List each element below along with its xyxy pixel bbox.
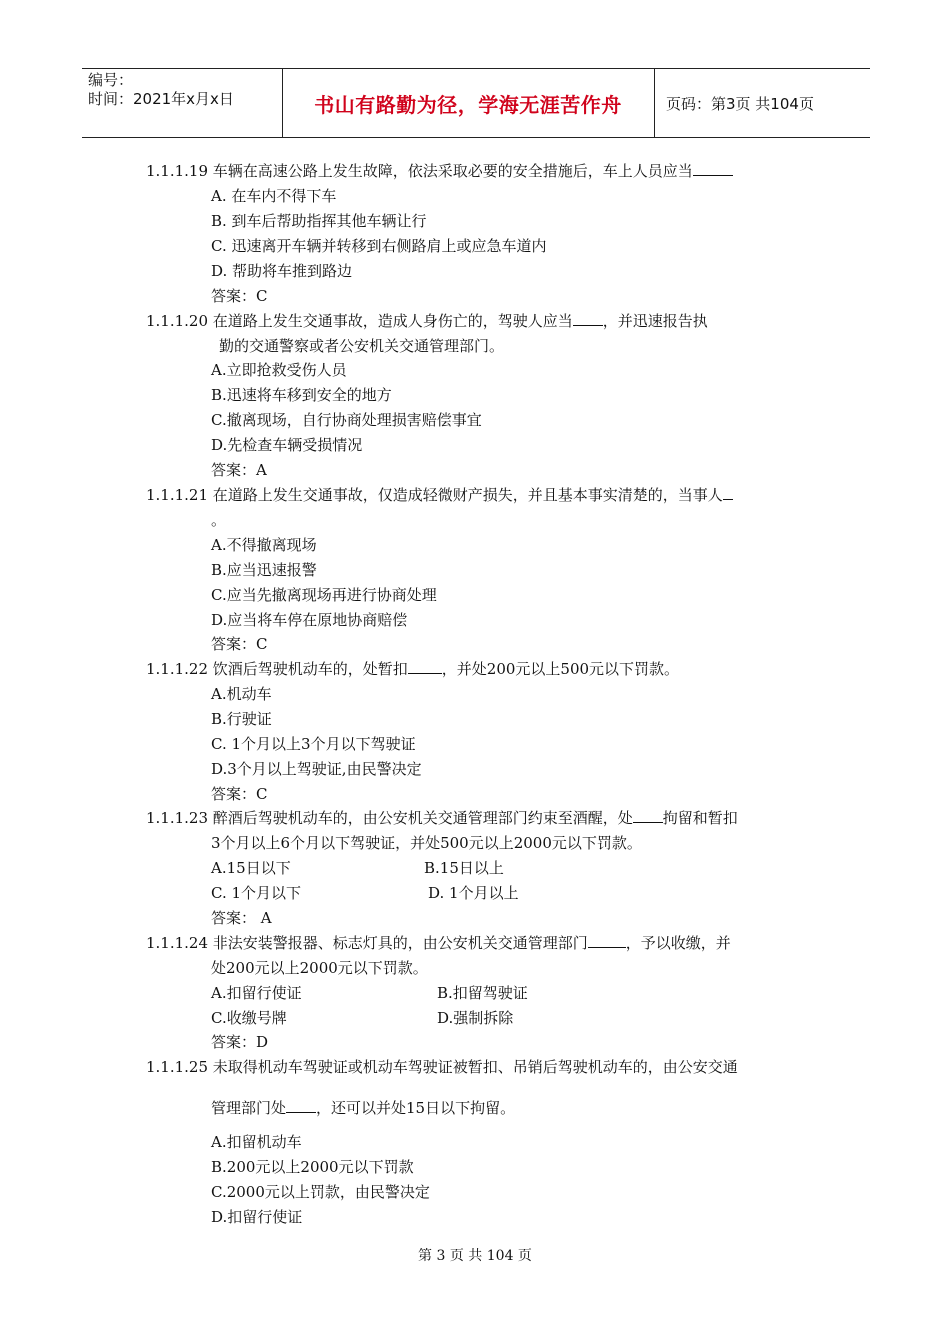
- option-b: B.15日以上: [424, 859, 504, 877]
- question-text: ，还可以并处15日以下拘留。: [316, 1099, 516, 1117]
- option-a: A.机动车: [211, 685, 272, 703]
- option-d: D. 1个月以上: [428, 884, 519, 902]
- question-text: 1.1.1.20 在道路上发生交通事故，造成人身伤亡的，驾驶人应当: [146, 312, 573, 330]
- question-text: 管理部门处: [211, 1099, 287, 1117]
- question-text: 1.1.1.24 非法安装警报器、标志灯具的，由公安机关交通管理部门: [146, 934, 588, 952]
- question-text: 拘留和暂扣: [662, 809, 738, 827]
- answer-label: 答案：C: [211, 785, 268, 803]
- option-c: C.2000元以上罚款，由民警决定: [211, 1183, 430, 1201]
- option-b: B. 到车后帮助指挥其他车辆让行: [211, 212, 427, 230]
- question-text: 1.1.1.23 醉酒后驾驶机动车的，由公安机关交通管理部门约束至酒醒，处: [146, 809, 633, 827]
- option-c: C. 1个月以上3个月以下驾驶证: [211, 735, 416, 753]
- document-header: [82, 68, 870, 138]
- question-23-continuation: 3个月以上6个月以下驾驶证，并处500元以上2000元以下罚款。: [211, 834, 642, 852]
- question-20-stem: [146, 311, 708, 331]
- option-c: C.应当先撤离现场再进行协商处理: [211, 586, 437, 604]
- option-a: A.立即抢救受伤人员: [211, 361, 347, 379]
- answer-label: 答案：C: [211, 635, 268, 653]
- option-c: C. 迅速离开车辆并转移到右侧路肩上或应急车道内: [211, 237, 547, 255]
- option-c: C.收缴号牌: [211, 1009, 287, 1027]
- question-20-continuation: 勤的交通警察或者公安机关交通管理部门。: [219, 337, 505, 355]
- document-number-label: 编号：: [88, 71, 134, 89]
- question-text: 1.1.1.22 饮酒后驾驶机动车的，处暂扣: [146, 660, 408, 678]
- option-a: A. 在车内不得下车: [211, 187, 337, 205]
- option-d: D.扣留行使证: [211, 1208, 303, 1226]
- question-25-continuation: [211, 1098, 515, 1118]
- option-a: A.15日以下: [211, 859, 291, 877]
- question-19-stem: [146, 161, 733, 181]
- answer-blank: [723, 485, 733, 500]
- answer-label: 答案：C: [211, 287, 268, 305]
- answer-blank: [286, 1098, 316, 1113]
- question-23-stem: [146, 808, 738, 828]
- question-21-continuation: 。: [211, 511, 227, 529]
- option-d: D.先检查车辆受损情况: [211, 436, 363, 454]
- question-24-stem: [146, 933, 731, 953]
- question-24-continuation: 处200元以上2000元以下罚款。: [211, 959, 428, 977]
- question-text: 1.1.1.19 车辆在高速公路上发生故障，依法采取必要的安全措施后，车上人员应当: [146, 162, 693, 180]
- header-divider: [654, 69, 655, 137]
- option-b: B.200元以上2000元以下罚款: [211, 1158, 414, 1176]
- option-b: B.应当迅速报警: [211, 561, 317, 579]
- answer-blank: [588, 933, 626, 948]
- header-left-cell: [88, 71, 278, 109]
- question-text: ，并迅速报告执: [602, 312, 708, 330]
- option-c: C. 1个月以下: [211, 884, 302, 902]
- option-b: B.扣留驾驶证: [437, 984, 528, 1002]
- question-text: 1.1.1.21 在道路上发生交通事故，仅造成轻微财产损失，并且基本事实清楚的，当事人: [146, 486, 723, 504]
- option-d: D.应当将车停在原地协商赔偿: [211, 611, 408, 629]
- option-d: D.强制拆除: [437, 1009, 514, 1027]
- page-footer: 第 3 页 共 104 页: [418, 1248, 532, 1264]
- answer-label: 答案：D: [211, 1033, 269, 1051]
- option-b: B.迅速将车移到安全的地方: [211, 386, 392, 404]
- option-a: A.扣留机动车: [211, 1133, 302, 1151]
- option-d: D.3个月以上驾驶证,由民警决定: [211, 760, 422, 778]
- answer-blank: [408, 659, 442, 674]
- answer-blank: [633, 808, 663, 823]
- question-25-stem: 1.1.1.25 未取得机动车驾驶证或机动车驾驶证被暂扣、吊销后驾驶机动车的，由公安交通: [146, 1058, 738, 1076]
- option-d: D. 帮助将车推到路边: [211, 262, 353, 280]
- answer-blank: [693, 161, 733, 176]
- question-text: ，并处200元以上500元以下罚款。: [441, 660, 680, 678]
- answer-label: 答案： A: [211, 909, 272, 927]
- answer-label: 答案：A: [211, 461, 267, 479]
- question-22-stem: [146, 659, 679, 679]
- header-motto: 书山有路勤为径，学海无涯苦作舟: [314, 92, 622, 117]
- question-21-stem: [146, 485, 733, 505]
- answer-blank: [573, 311, 603, 326]
- option-b: B.行驶证: [211, 710, 272, 728]
- question-text: ，予以收缴，并: [625, 934, 731, 952]
- document-time-label: 时间：2021年x月x日: [88, 90, 234, 108]
- option-c: C.撤离现场，自行协商处理损害赔偿事宜: [211, 411, 482, 429]
- option-a: A.不得撤离现场: [211, 536, 317, 554]
- option-a: A.扣留行使证: [211, 984, 302, 1002]
- header-page-label: 页码：第3页 共104页: [666, 94, 814, 113]
